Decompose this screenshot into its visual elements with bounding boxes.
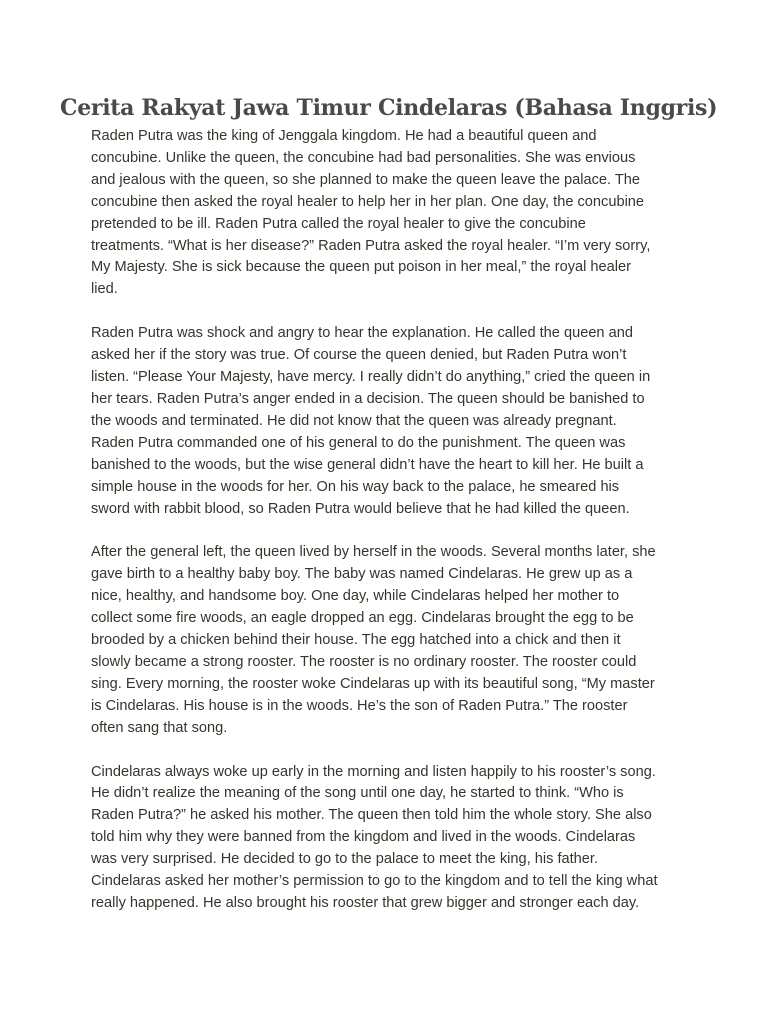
text-line: brooded by a chicken behind their house. The egg hatched into a chick and then it — [91, 632, 621, 649]
text-line: the woods and terminated. He did not know that the queen was already pregnant. — [91, 412, 617, 429]
text-line: was very surprised. He decided to go to the palace to meet the king, his father. — [91, 851, 599, 868]
document-body — [91, 126, 691, 937]
text-line: concubine then asked the royal healer to help her in her plan. One day, the concubine — [91, 193, 645, 210]
text-line: Cindelaras always woke up early in the morning and listen happily to his rooster’s song. — [91, 763, 656, 780]
text-line: listen. “Please Your Majesty, have mercy. I really didn’t do anything,” cried the queen in — [91, 369, 651, 386]
text-line: often sang that song. — [91, 719, 228, 736]
text-line: concubine. Unlike the queen, the concubine had bad personalities. She was envious — [91, 149, 636, 166]
text-line: nice, healthy, and handsome boy. One day, while Cindelaras helped her mother to — [91, 588, 620, 605]
text-line: After the general left, the queen lived by herself in the woods. Several months later, she — [91, 544, 656, 561]
text-line: Raden Putra?” he asked his mother. The queen then told him the whole story. She also — [91, 807, 652, 824]
text-line: Cindelaras asked her mother’s permission to go to the kingdom and to tell the king what — [91, 873, 658, 890]
text-line: sing. Every morning, the rooster woke Cindelaras up with its beautiful song, “My master — [91, 675, 655, 692]
paragraph-4 — [91, 762, 691, 915]
text-line: lied. — [91, 281, 118, 298]
paragraph-2 — [91, 323, 691, 520]
text-line: sword with rabbit blood, so Raden Putra would believe that he had killed the queen. — [91, 500, 630, 517]
text-line: is Cindelaras. His house is in the woods. He’s the son of Raden Putra.” The rooster — [91, 697, 628, 714]
text-line: My Majesty. She is sick because the queen put poison in her meal,” the royal healer — [91, 259, 631, 276]
text-line: slowly became a strong rooster. The rooster is no ordinary rooster. The rooster could — [91, 653, 637, 670]
text-line: told him why they were banned from the kingdom and lived in the woods. Cindelaras — [91, 829, 636, 846]
text-line: gave birth to a healthy baby boy. The baby was named Cindelaras. He grew up as a — [91, 566, 633, 583]
text-line: Raden Putra was shock and angry to hear the explanation. He called the queen and — [91, 325, 633, 342]
text-line: Raden Putra was the king of Jenggala kingdom. He had a beautiful queen and — [91, 128, 597, 144]
paragraph-1 — [91, 126, 691, 301]
text-line: pretended to be ill. Raden Putra called the royal healer to give the concubine — [91, 215, 586, 232]
text-line: and jealous with the queen, so she planned to make the queen leave the palace. The — [91, 171, 641, 188]
text-line: banished to the woods, but the wise general didn’t have the heart to kill her. He built a — [91, 456, 644, 473]
page-title: Cerita Rakyat Jawa Timur Cindelaras (Bahasa Inggris) — [60, 95, 718, 121]
text-line: Raden Putra commanded one of his general to do the punishment. The queen was — [91, 434, 626, 451]
text-line: collect some fire woods, an eagle dropped an egg. Cindelaras brought the egg to be — [91, 610, 634, 627]
text-line: asked her if the story was true. Of course the queen denied, but Raden Putra won’t — [91, 347, 627, 364]
text-line: He didn’t realize the meaning of the song until one day, he started to think. “Who is — [91, 785, 624, 802]
paragraph-3 — [91, 542, 691, 739]
text-line: simple house in the woods for her. On his way back to the palace, he smeared his — [91, 478, 620, 495]
text-line: treatments. “What is her disease?” Raden Putra asked the royal healer. “I’m very sorry, — [91, 237, 651, 254]
text-line: her tears. Raden Putra’s anger ended in a decision. The queen should be banished to — [91, 390, 645, 407]
text-line: really happened. He also brought his rooster that grew bigger and stronger each day. — [91, 895, 640, 911]
